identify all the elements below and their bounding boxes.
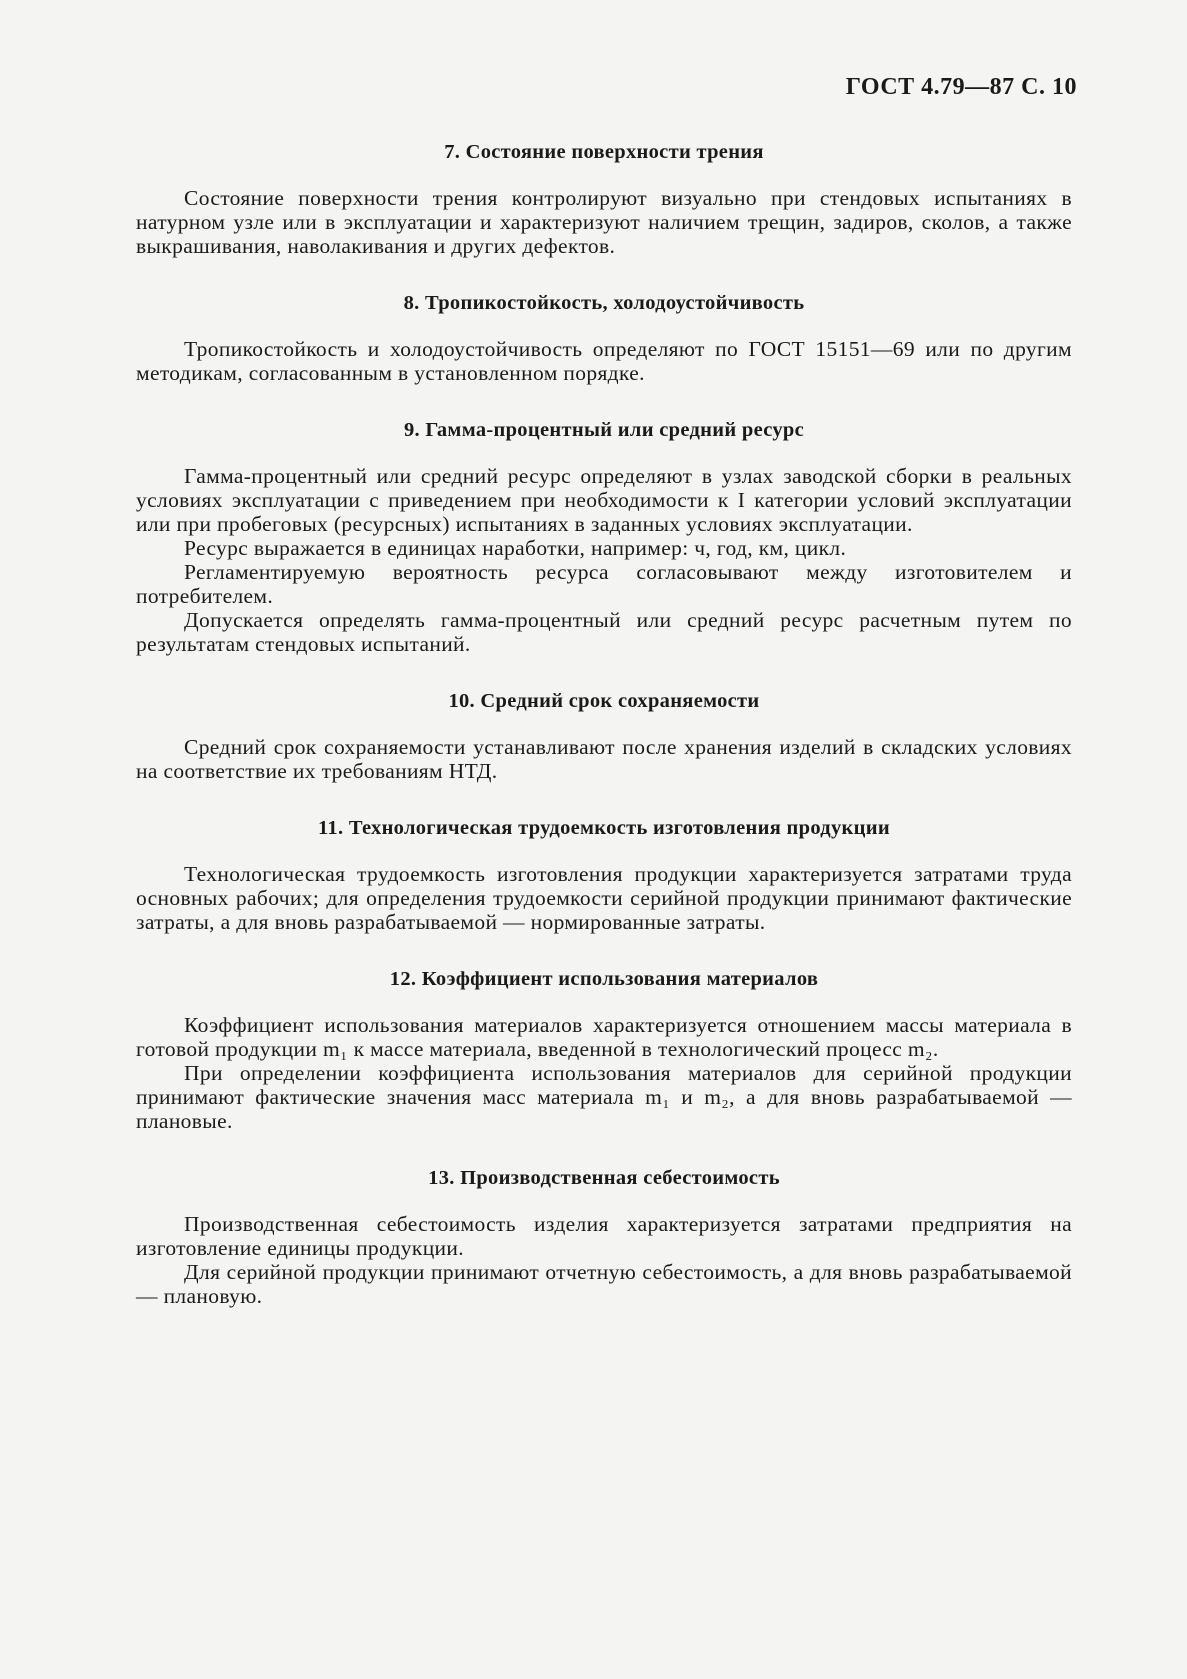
section-heading: 9. Гамма-процентный или средний ресурс: [403, 419, 805, 441]
paragraph: Средний срок сохраняемости устанавливают после хранения изделий в складских условиях на соответствие их требованиям НТД.: [136, 735, 1072, 783]
document-body: [136, 135, 1072, 1308]
paragraph: Гамма-процентный или средний ресурс определяют в узлах заводской сборки в реальных условиях эксплуатации с приведением при необходимости к I категории условий эксплуатации или при пробеговых (ресурсных) испытаниях в заданных условиях эксплуатации.: [136, 464, 1072, 536]
section-8: [136, 292, 1072, 419]
section-heading: 8. Тропикостойкость, холодоустойчивость: [403, 292, 805, 314]
section-9: [136, 419, 1072, 690]
paragraph: Технологическая трудоемкость изготовления продукции характеризуется затратами труда основных рабочих; для определения трудоемкости серийной продукции принимают фактические затраты, а для вновь разрабатываемой — нормированные затраты.: [136, 862, 1072, 934]
paragraph: Тропикостойкость и холодоустойчивость определяют по ГОСТ 15151—69 или по другим методикам, согласованным в установленном порядке.: [136, 337, 1072, 385]
section-heading: 7. Состояние поверхности трения: [444, 141, 764, 163]
paragraph: Ресурс выражается в единицах наработки, например: ч, год, км, цикл.: [184, 536, 847, 560]
section-heading: 12. Коэффициент использования материалов: [389, 968, 819, 990]
section-heading: 13. Производственная себестоимость: [428, 1167, 780, 1189]
section-7: [136, 141, 1072, 292]
paragraph: При определении коэффициента использования материалов для серийной продукции принимают фактические значения масс материала m₁ и m₂, а для вновь разрабатываемой — плановые.: [136, 1061, 1072, 1133]
paragraph: Для серийной продукции принимают отчетную себестоимость, а для вновь разрабатываемой — плановую.: [136, 1260, 1072, 1308]
paragraph: Допускается определять гамма-процентный или средний ресурс расчетным путем по результатам стендовых испытаний.: [136, 608, 1072, 656]
paragraph: Производственная себестоимость изделия характеризуется затратами предприятия на изготовление единицы продукции.: [136, 1212, 1072, 1260]
paragraph: Регламентируемую вероятность ресурса согласовывают между изготовителем и потребителем.: [136, 560, 1072, 608]
section-heading: 10. Средний срок сохраняемости: [448, 690, 760, 712]
section-10: [136, 690, 1072, 817]
paragraph: Коэффициент использования материалов характеризуется отношением массы материала в готовой продукции m₁ к массе материала, введенной в технологический процесс m₂.: [136, 1013, 1072, 1061]
section-heading: 11. Технологическая трудоемкость изготовления продукции: [318, 817, 890, 839]
paragraph: Состояние поверхности трения контролируют визуально при стендовых испытаниях в натурном узле или в эксплуатации и характеризуют наличием трещин, задиров, сколов, а также выкрашивания, наволакивания и других дефектов.: [136, 186, 1072, 258]
page-header: ГОСТ 4.79—87 С. 10: [845, 74, 1077, 100]
section-11: [136, 817, 1072, 968]
section-13: [136, 1167, 1072, 1308]
section-12: [136, 968, 1072, 1167]
